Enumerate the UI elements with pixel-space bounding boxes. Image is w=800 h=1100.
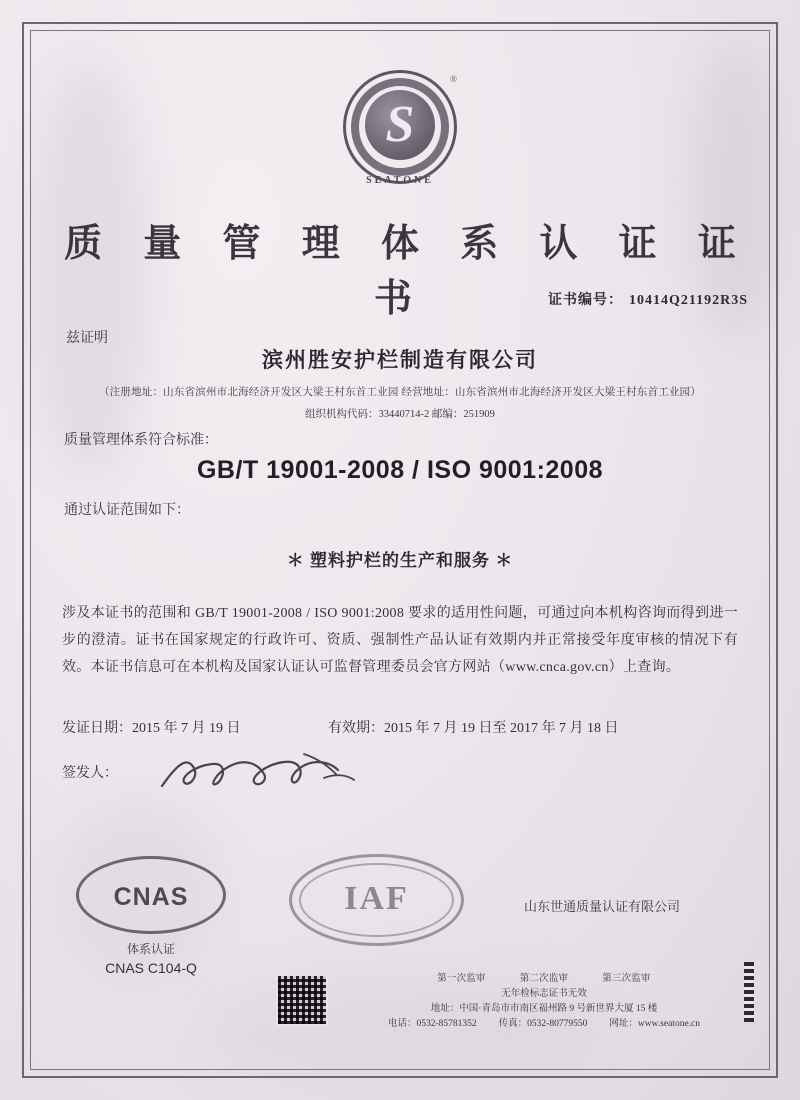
cnas-subtitle: 体系认证 [126,942,175,956]
audit-boxes [340,972,748,986]
signature-icon [154,744,374,804]
organization-code: 组织机构代码：33440714-2 邮编：251909 [305,409,495,420]
scope-value: ＊ 塑料护栏的生产和服务 ＊ [286,551,514,570]
no-seal-notice: 无年检标志证书无效 [501,989,587,999]
standard-label: 质量管理体系符合标准： [64,433,218,448]
cnas-oval-icon [76,856,226,934]
audit-2-label: 第二次监审 [519,974,569,984]
logo-brand-name: SEATONE [366,175,434,186]
certificate-number [548,289,748,309]
issuing-organization: 山东世通质量认证有限公司 [524,899,681,914]
registered-trademark-icon: ® [450,74,457,84]
company-address: （注册地址：山东省滨州市北海经济开发区大梁王村东首工业园 经营地址：山东省滨州市北海经济开发区大梁王村东首工业园） [98,387,702,398]
validity-period: 有效期：2015 年 7 月 19 日至 2017 年 7 月 18 日 [328,721,619,736]
iaf-text: IAF [344,880,409,917]
logo-letter: S [385,96,415,153]
cnas-code: CNAS C104-Q [105,960,197,976]
signer-label: 签发人： [62,766,118,781]
cnas-mark [66,856,236,976]
qr-code-icon [276,974,328,1026]
disclaimer-paragraph: 涉及本证书的范围和 GB/T 19001-2008 / ISO 9001:2008 要求的适用性问题，可通过向本机构咨询而得到进一步的澄清。证书在国家规定的行政许可、资质、强制性产品认证有效期内并正常接受年度审核的情况下有效。本证书信息可在本机构及国家认证认可监督管理委员会官方网站（www.cnca.gov.cn）上查询。 [62,606,738,675]
issue-date: 发证日期：2015 年 7 月 19 日 [62,721,241,736]
footer-address: 地址：中国·青岛市市南区福州路 9 号新世界大厦 15 楼 [430,1004,658,1014]
logo-core-icon [365,90,435,160]
side-barcode-icon [744,962,754,1022]
certificate-number-value: 10414Q21192R3S [628,293,748,308]
footer-tel: 电话：0532-85781352 [387,1019,477,1029]
attestation-label: 兹证明 [66,331,108,346]
scope-label: 通过认证范围如下： [64,503,190,518]
footer-fax: 传真：0532-80779550 [498,1019,588,1029]
iaf-mark [289,854,464,946]
company-name: 滨州胜安护栏制造有限公司 [262,348,538,372]
footer-contact [340,1017,748,1031]
footer-block [340,972,748,1031]
footer-website: 网址：www.seatone.cn [609,1019,700,1029]
audit-3-label: 第三次监审 [602,974,651,984]
certificate-content [44,44,756,1056]
standard-value: GB/T 19001-2008 / ISO 9001:2008 [196,456,604,484]
page-title: 质 量 管 理 体 系 认 证 证 书 [64,220,750,320]
certificate-number-label: 证书编号： [547,293,623,308]
audit-1-label: 第一次监审 [437,974,486,984]
cnas-text: CNAS [113,883,189,911]
seatone-logo [335,62,465,192]
